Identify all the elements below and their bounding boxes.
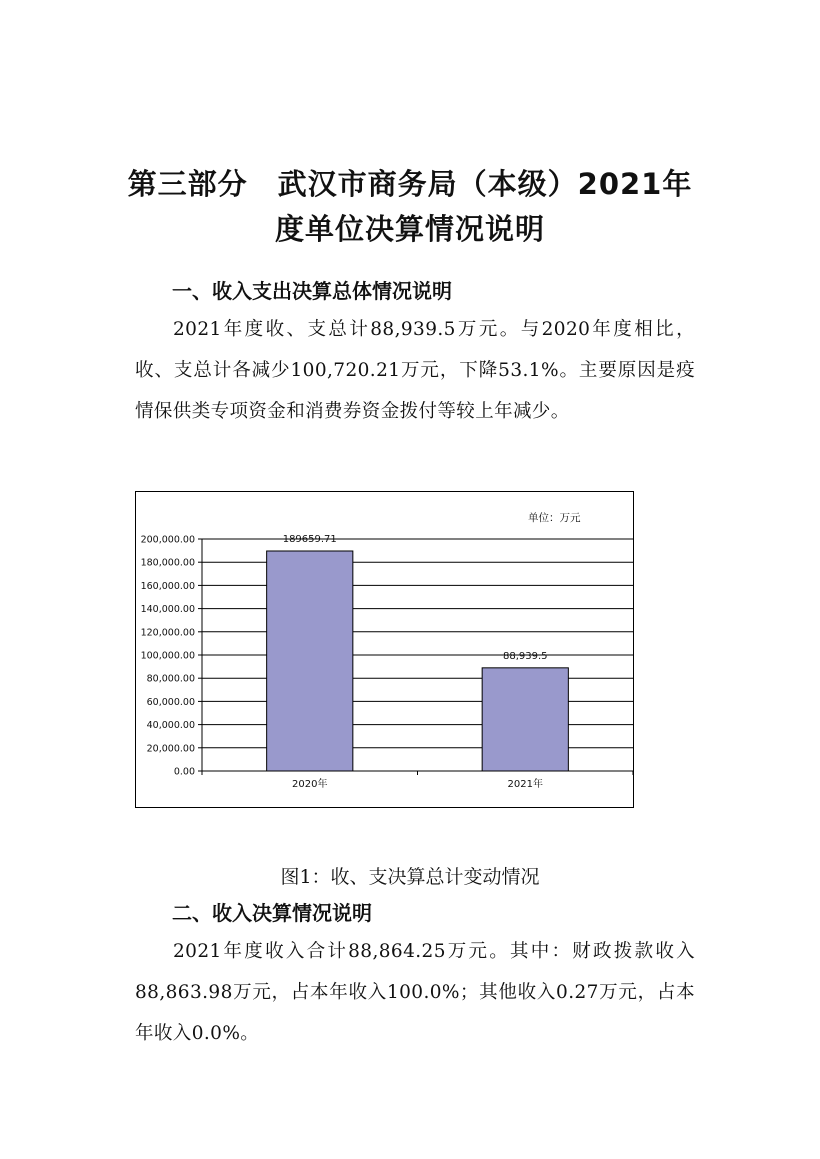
bar-2020年 xyxy=(267,551,353,771)
page-title-line-2: 度单位决算情况说明 xyxy=(274,212,545,246)
y-tick-label: 20,000.00 xyxy=(146,743,195,755)
bar-2021年 xyxy=(482,668,568,771)
figure-caption: 图1：收、支决算总计变动情况 xyxy=(280,866,540,888)
chart-container xyxy=(135,491,634,808)
x-category-label: 2020年 xyxy=(292,779,328,790)
y-tick-label: 0.00 xyxy=(173,766,195,778)
section-2-paragraph: 2021年度收入合计88,864.25万元。其中：财政拨款收入88,863.98万元，占本年收入100.0%；其他收入0.27万元，占本年收入0.0%。 xyxy=(135,941,695,1044)
y-tick-label: 120,000.00 xyxy=(140,627,195,639)
y-tick-label: 60,000.00 xyxy=(146,696,195,708)
y-tick-label: 80,000.00 xyxy=(146,673,195,685)
unit-note: 单位：万元 xyxy=(528,512,581,524)
y-tick-label: 200,000.00 xyxy=(140,534,195,546)
y-tick-label: 140,000.00 xyxy=(140,604,195,616)
y-tick-label: 160,000.00 xyxy=(140,580,195,592)
x-category-label: 2021年 xyxy=(507,779,543,790)
y-tick-label: 180,000.00 xyxy=(140,557,195,569)
revenue-expenditure-chart xyxy=(136,492,635,809)
section-2-heading: 二、收入决算情况说明 xyxy=(172,901,372,925)
y-tick-label: 100,000.00 xyxy=(140,650,195,662)
section-1-heading: 一、收入支出决算总体情况说明 xyxy=(172,279,452,303)
section-1-paragraph: 2021年度收、支总计88,939.5万元。与2020年度相比，收、支总计各减少100,720.21万元，下降53.1%。主要原因是疫情保供类专项资金和消费券资金拨付等较上年减少。 xyxy=(135,319,695,422)
data-label: 88,939.5 xyxy=(502,650,548,662)
data-label: 189659.71 xyxy=(282,533,337,545)
y-tick-label: 40,000.00 xyxy=(146,720,195,732)
page-title-line-1: 第三部分 武汉市商务局（本级）2021年 xyxy=(127,167,693,201)
